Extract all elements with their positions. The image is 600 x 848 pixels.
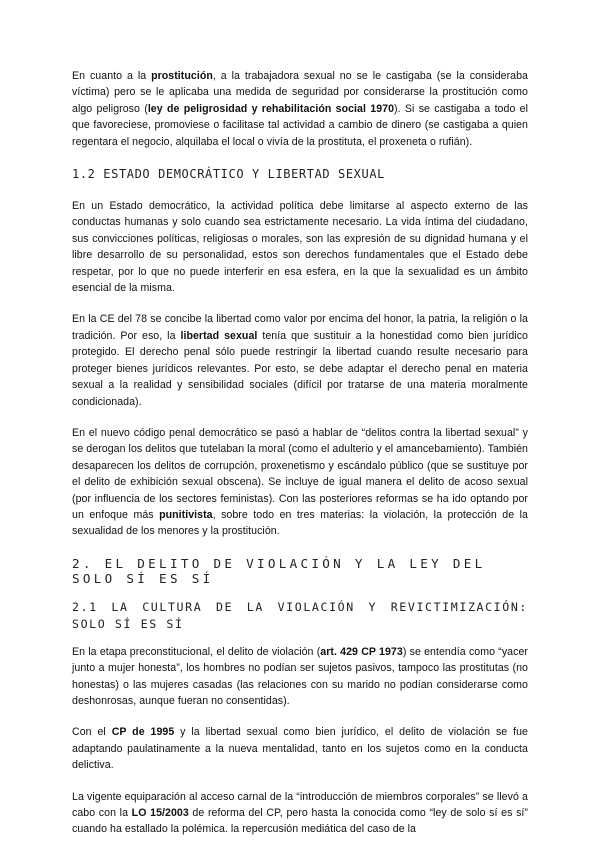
- text-run: Con el: [72, 726, 112, 739]
- bold-term: punitivista: [159, 508, 213, 521]
- section-heading-1-2: 1.2 ESTADO DEMOCRÁTICO Y LIBERTAD SEXUAL: [72, 167, 385, 182]
- text-run: En el nuevo código penal democrático se pasó a hablar de “delitos contra la libertad sexual” y se derogan los delitos que tutelaban la moral (como el adulterio y el amancebamiento). También desaparecen los delitos de corrupción, proxenetismo y escándalo público (que se sustituye por el delito de exhibición sexual obscena). Se incluye de igual manera el delito de acoso sexual (por influencia de los sectores feministas). Con las posteriores reformas se ha ido optando por un enfoque más: [72, 426, 528, 521]
- text-run: ) se entendía como “yacer junto a mujer honesta”, los hombres no podían ser sujetos pasivos, tampoco las prostitutas (no honestas) o las mujeres casadas (las relaciones con su marido no podían considerarse como deshonrosas, aunque fueran no consentidas).: [72, 645, 528, 707]
- bold-law-reference: ley de peligrosidad y rehabilitación social 1970: [147, 102, 395, 115]
- text-run: tenía que sustituir a la honestidad como bien jurídico protegido. El derecho penal sólo puede restringir la libertad cuando resulte necesario para proteger bienes jurídicos relevantes. Por esto, se debe adaptar el derecho penal en materia sexual a la realidad y sensibilidad sociales (difícil por tratarse de una materia moralmente condicionada).: [72, 329, 528, 408]
- paragraph-prostitucion: [72, 68, 528, 150]
- paragraph-libertad-sexual: [72, 311, 528, 409]
- section-heading-2-1: 2.1 LA CULTURA DE LA VIOLACIÓN Y REVICTIMIZACIÓN: SOLO SÍ ES SÍ: [72, 599, 528, 631]
- paragraph-estado-democratico: En un Estado democrático, la actividad política debe limitarse al aspecto externo de las conductas humanas y solo cuando sea estrictamente necesario. La vida íntima del ciudadano, sus convicciones políticas, religiosas o morales, son las expresión de su dignidad humana y el libre desarrollo de su personalidad, estos son derechos fundamentales que el Estado debe respetar, por lo que no puede interferir en esa esfera, en la que la sexualidad es un ámbito esencial de la misma.: [72, 200, 528, 295]
- bold-law-reference: LO 15/2003: [131, 807, 189, 819]
- text-run: , a la trabajadora sexual no se le castigaba (se la consideraba víctima) pero se le aplicaba una medida de seguridad por considerarse la prostitución como algo peligroso (: [72, 70, 528, 115]
- text-run: de reforma del CP, pero hasta la conocida como “ley de solo sí es sí” cuando ha estallado la polémica. la repercusión mediática del caso de la: [72, 807, 528, 836]
- text-run: En cuanto a la: [72, 70, 152, 82]
- bold-law-reference: art. 429 CP 1973: [320, 645, 403, 658]
- text-run: , sobre todo en tres materias: la violación, la protección de la sexualidad de los menores y la prostitución.: [72, 508, 528, 538]
- text-run: La vigente equiparación al acceso carnal de la “introducción de miembros corporales” se llevó a cabo con la: [72, 790, 528, 819]
- paragraph-nuevo-codigo-penal: [72, 425, 528, 540]
- text-run: y la libertad sexual como bien jurídico, el delito de violación se fue adaptando paulatinamente a la nueva mentalidad, tanto en los sujetos como en la conducta delictiva.: [72, 726, 528, 772]
- paragraph-etapa-preconstitucional: [72, 644, 528, 710]
- paragraph-equiparacion: [72, 789, 528, 838]
- paragraph-cp-1995: [72, 724, 528, 773]
- bold-law-reference: CP de 1995: [111, 726, 175, 739]
- text-run: ). Si se castigaba a todo el que favoreciese, promoviese o facilitase tal actividad a cambio de dinero (se castigaba a quien regentara el negocio, alquilaba el local o vivía de la prostituta, el proxeneta o rufián).: [72, 102, 529, 148]
- text-run: En la etapa preconstitucional, el delito de violación (: [72, 645, 321, 658]
- bold-term: prostitución: [151, 70, 213, 82]
- section-heading-2: 2. EL DELITO DE VIOLACIÓN Y LA LEY DEL SOLO SÍ ES SÍ: [72, 555, 486, 586]
- bold-term: libertad sexual: [180, 329, 258, 342]
- text-run: En la CE del 78 se concibe la libertad como valor por encima del honor, la patria, la religión o la tradición. Por eso, la: [72, 313, 528, 342]
